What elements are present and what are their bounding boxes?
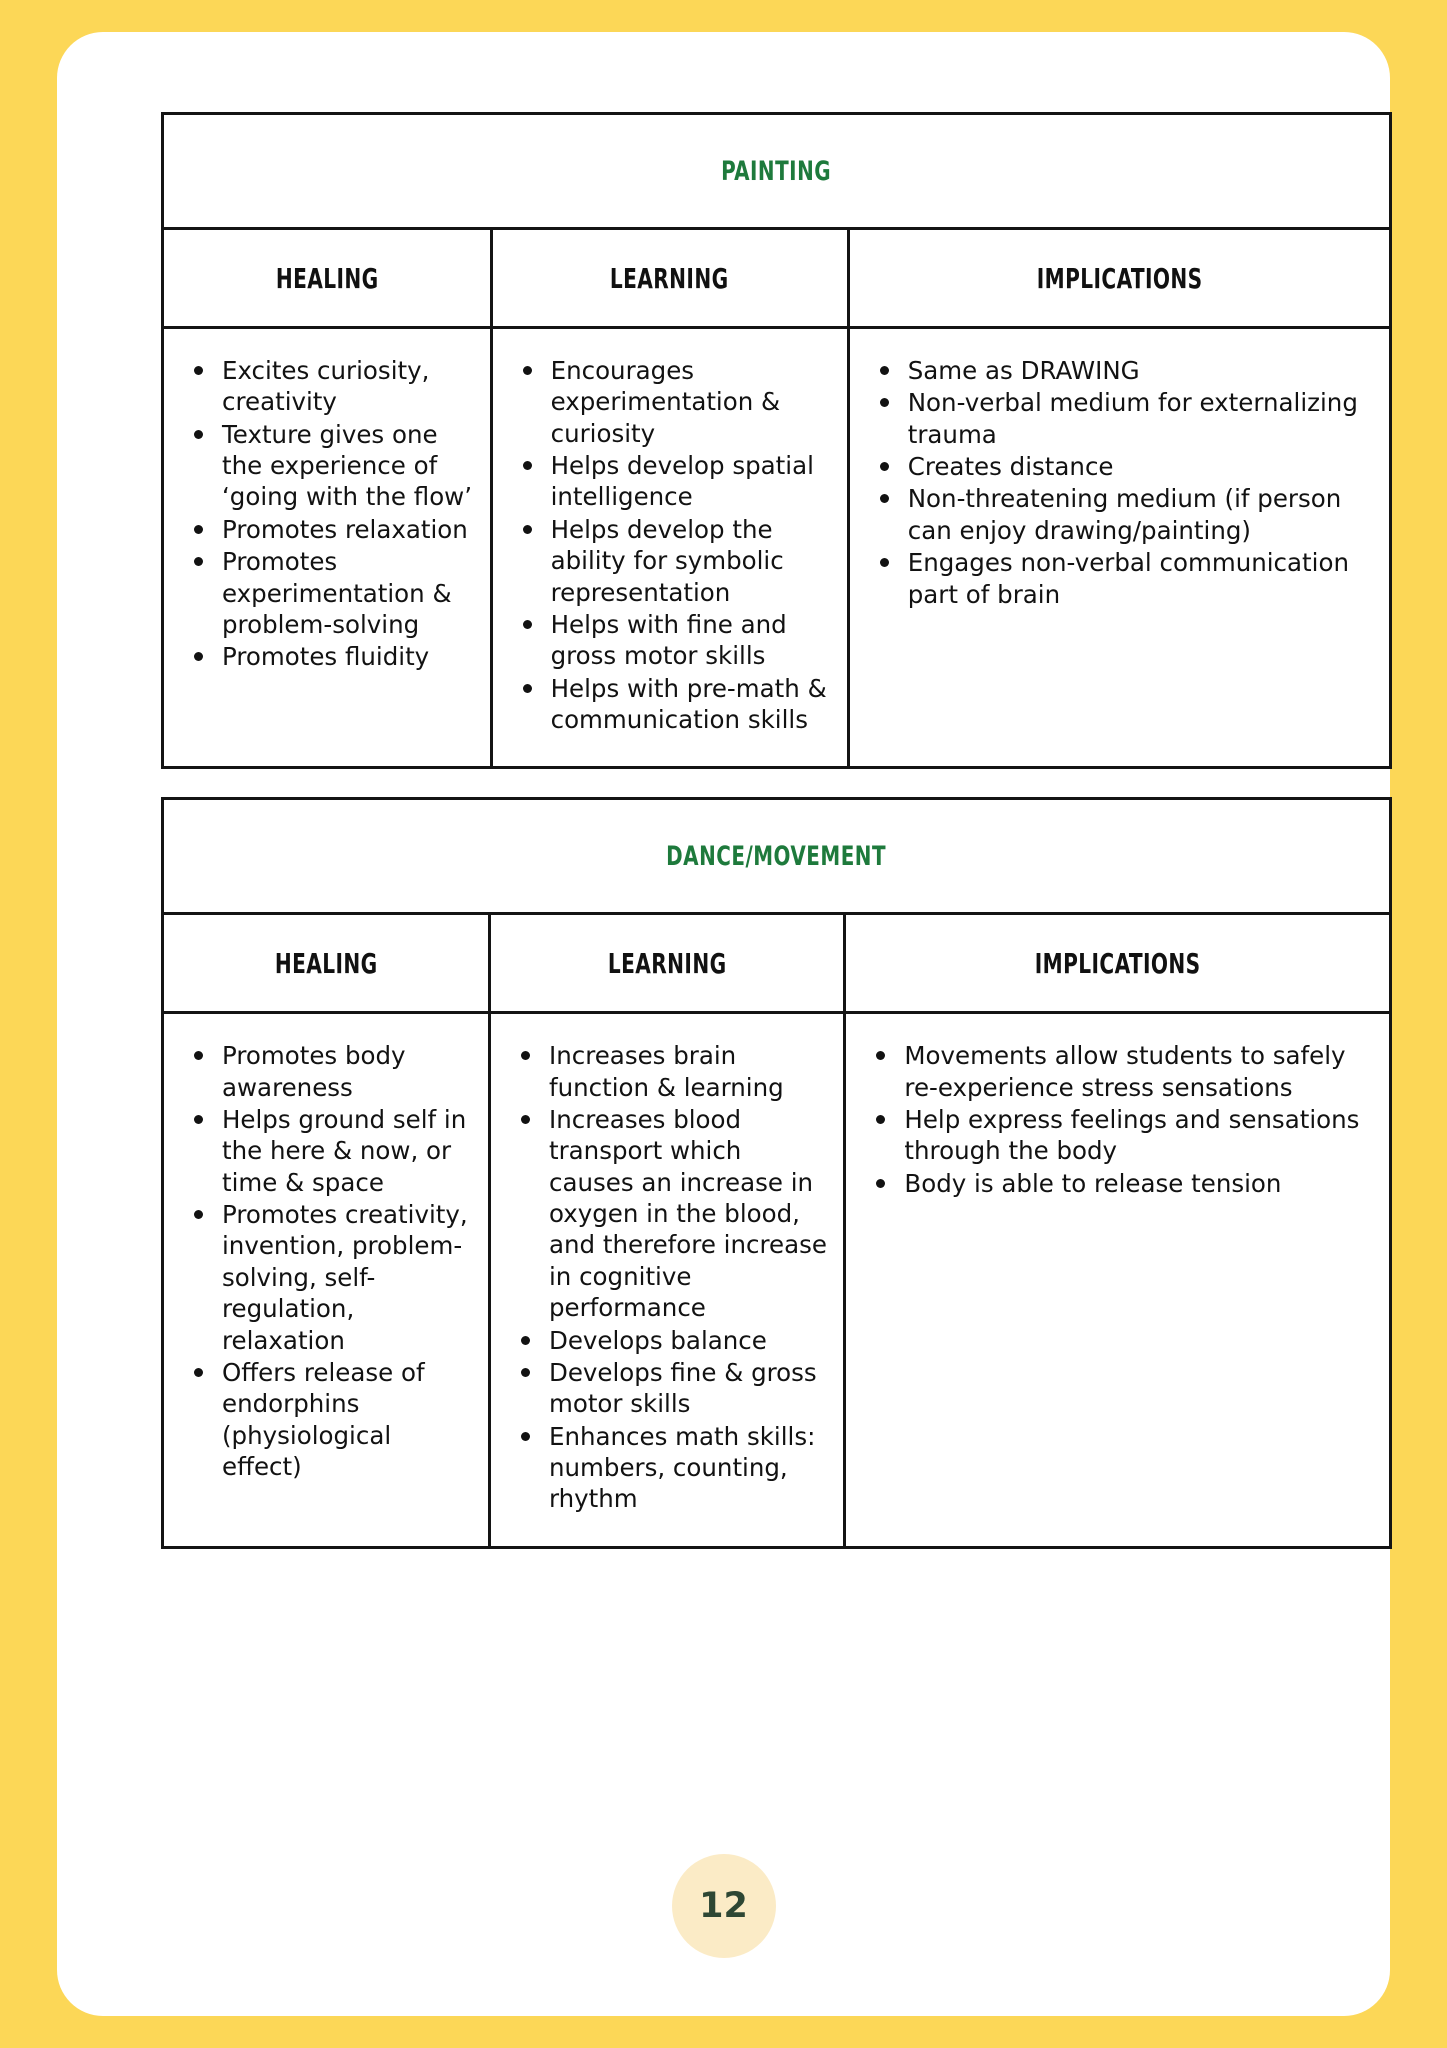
list-item: Offers release of endorphins (physiological effect): [220, 1357, 472, 1482]
column-header-learning: LEARNING: [607, 946, 727, 980]
body-cell-healing: [163, 328, 492, 768]
column-header-implications: IMPLICATIONS: [1034, 946, 1201, 980]
list-item: Texture gives one the experience of ‘going with the flow’: [222, 419, 473, 512]
list-item: Helps develop the ability for symbolic representation: [549, 514, 831, 608]
body-cell-learning: [489, 1013, 844, 1547]
body-cell-healing: [163, 1013, 490, 1547]
column-header-learning: LEARNING: [610, 261, 730, 295]
bullet-list-healing: [174, 355, 480, 673]
body-cell-implications: [845, 1013, 1391, 1547]
page-number: 12: [699, 1886, 748, 1926]
list-item: Helps ground self in the here & now, or time & space: [220, 1104, 472, 1198]
list-item: Encourages experimentation & curiosity: [549, 355, 831, 449]
bullet-list-learning: [501, 1040, 833, 1514]
page-card: [57, 32, 1390, 2016]
list-item: Promotes creativity, invention, problem-solving, self-regulation, relaxation: [220, 1199, 472, 1356]
list-item: Creates distance: [906, 451, 1373, 482]
table-title-cell: [163, 114, 1391, 229]
content-area: [161, 112, 1392, 1577]
page-number-container: [57, 1854, 1390, 1958]
table-body-row: [163, 328, 1391, 768]
list-item: Helps develop spatial intelligence: [549, 450, 831, 513]
table-dance-movement: [161, 797, 1392, 1548]
list-item: Non-threatening medium (if person can enjoy drawing/painting): [906, 483, 1373, 546]
list-item: Develops balance: [547, 1325, 827, 1356]
bullet-list-implications: [860, 355, 1379, 610]
table-painting: [161, 112, 1392, 769]
table-body-row: [163, 1013, 1391, 1547]
list-item: Promotes relaxation: [220, 514, 474, 545]
table-title-painting: PAINTING: [721, 155, 832, 187]
list-item: Non-verbal medium for externalizing trauma: [906, 387, 1373, 450]
page-number-badge: [672, 1854, 776, 1958]
list-item: Enhances math skills: numbers, counting, rhythm: [547, 1421, 827, 1515]
list-item: Movements allow students to safely re-experience stress sensations: [902, 1040, 1373, 1103]
header-cell-learning: [489, 914, 844, 1013]
list-item: Increases blood transport which causes an increase in oxygen in the blood, and therefore increase in cognitive performance: [548, 1105, 827, 1323]
header-cell-implications: [845, 914, 1391, 1013]
column-header-healing: HEALING: [275, 261, 379, 295]
body-cell-learning: [491, 328, 848, 768]
header-cell-healing: [163, 229, 492, 328]
bullet-list-healing: [174, 1040, 478, 1482]
bullet-list-learning: [503, 355, 837, 735]
list-item: Promotes experimentation & problem-solving: [220, 546, 474, 640]
body-cell-implications: [848, 328, 1390, 768]
table-title-row: [163, 114, 1391, 229]
column-header-implications: IMPLICATIONS: [1036, 261, 1203, 295]
table-header-row: [163, 229, 1391, 328]
header-cell-implications: [848, 229, 1390, 328]
list-item: Helps with fine and gross motor skills: [549, 609, 831, 672]
list-item: Help express feelings and sensations through the body: [902, 1104, 1373, 1167]
list-item: Same as DRAWING: [906, 355, 1373, 386]
header-cell-learning: [491, 229, 848, 328]
table-title-cell: [163, 799, 1391, 914]
table-title-row: [163, 799, 1391, 914]
list-item: Engages non-verbal communication part of brain: [906, 547, 1373, 610]
list-item: Develops fine & gross motor skills: [547, 1357, 827, 1420]
list-item: Excites curiosity, creativity: [220, 355, 474, 418]
table-header-row: [163, 914, 1391, 1013]
column-header-healing: HEALING: [274, 946, 378, 980]
table-title-dance-movement: DANCE/MOVEMENT: [666, 840, 887, 872]
list-item: Helps with pre-math & communication skills: [549, 673, 831, 736]
list-item: Body is able to release tension: [902, 1168, 1373, 1199]
list-item: Promotes body awareness: [220, 1040, 472, 1103]
list-item: Increases brain function & learning: [547, 1040, 827, 1103]
header-cell-healing: [163, 914, 490, 1013]
bullet-list-implications: [856, 1040, 1379, 1199]
list-item: Promotes fluidity: [220, 641, 474, 672]
